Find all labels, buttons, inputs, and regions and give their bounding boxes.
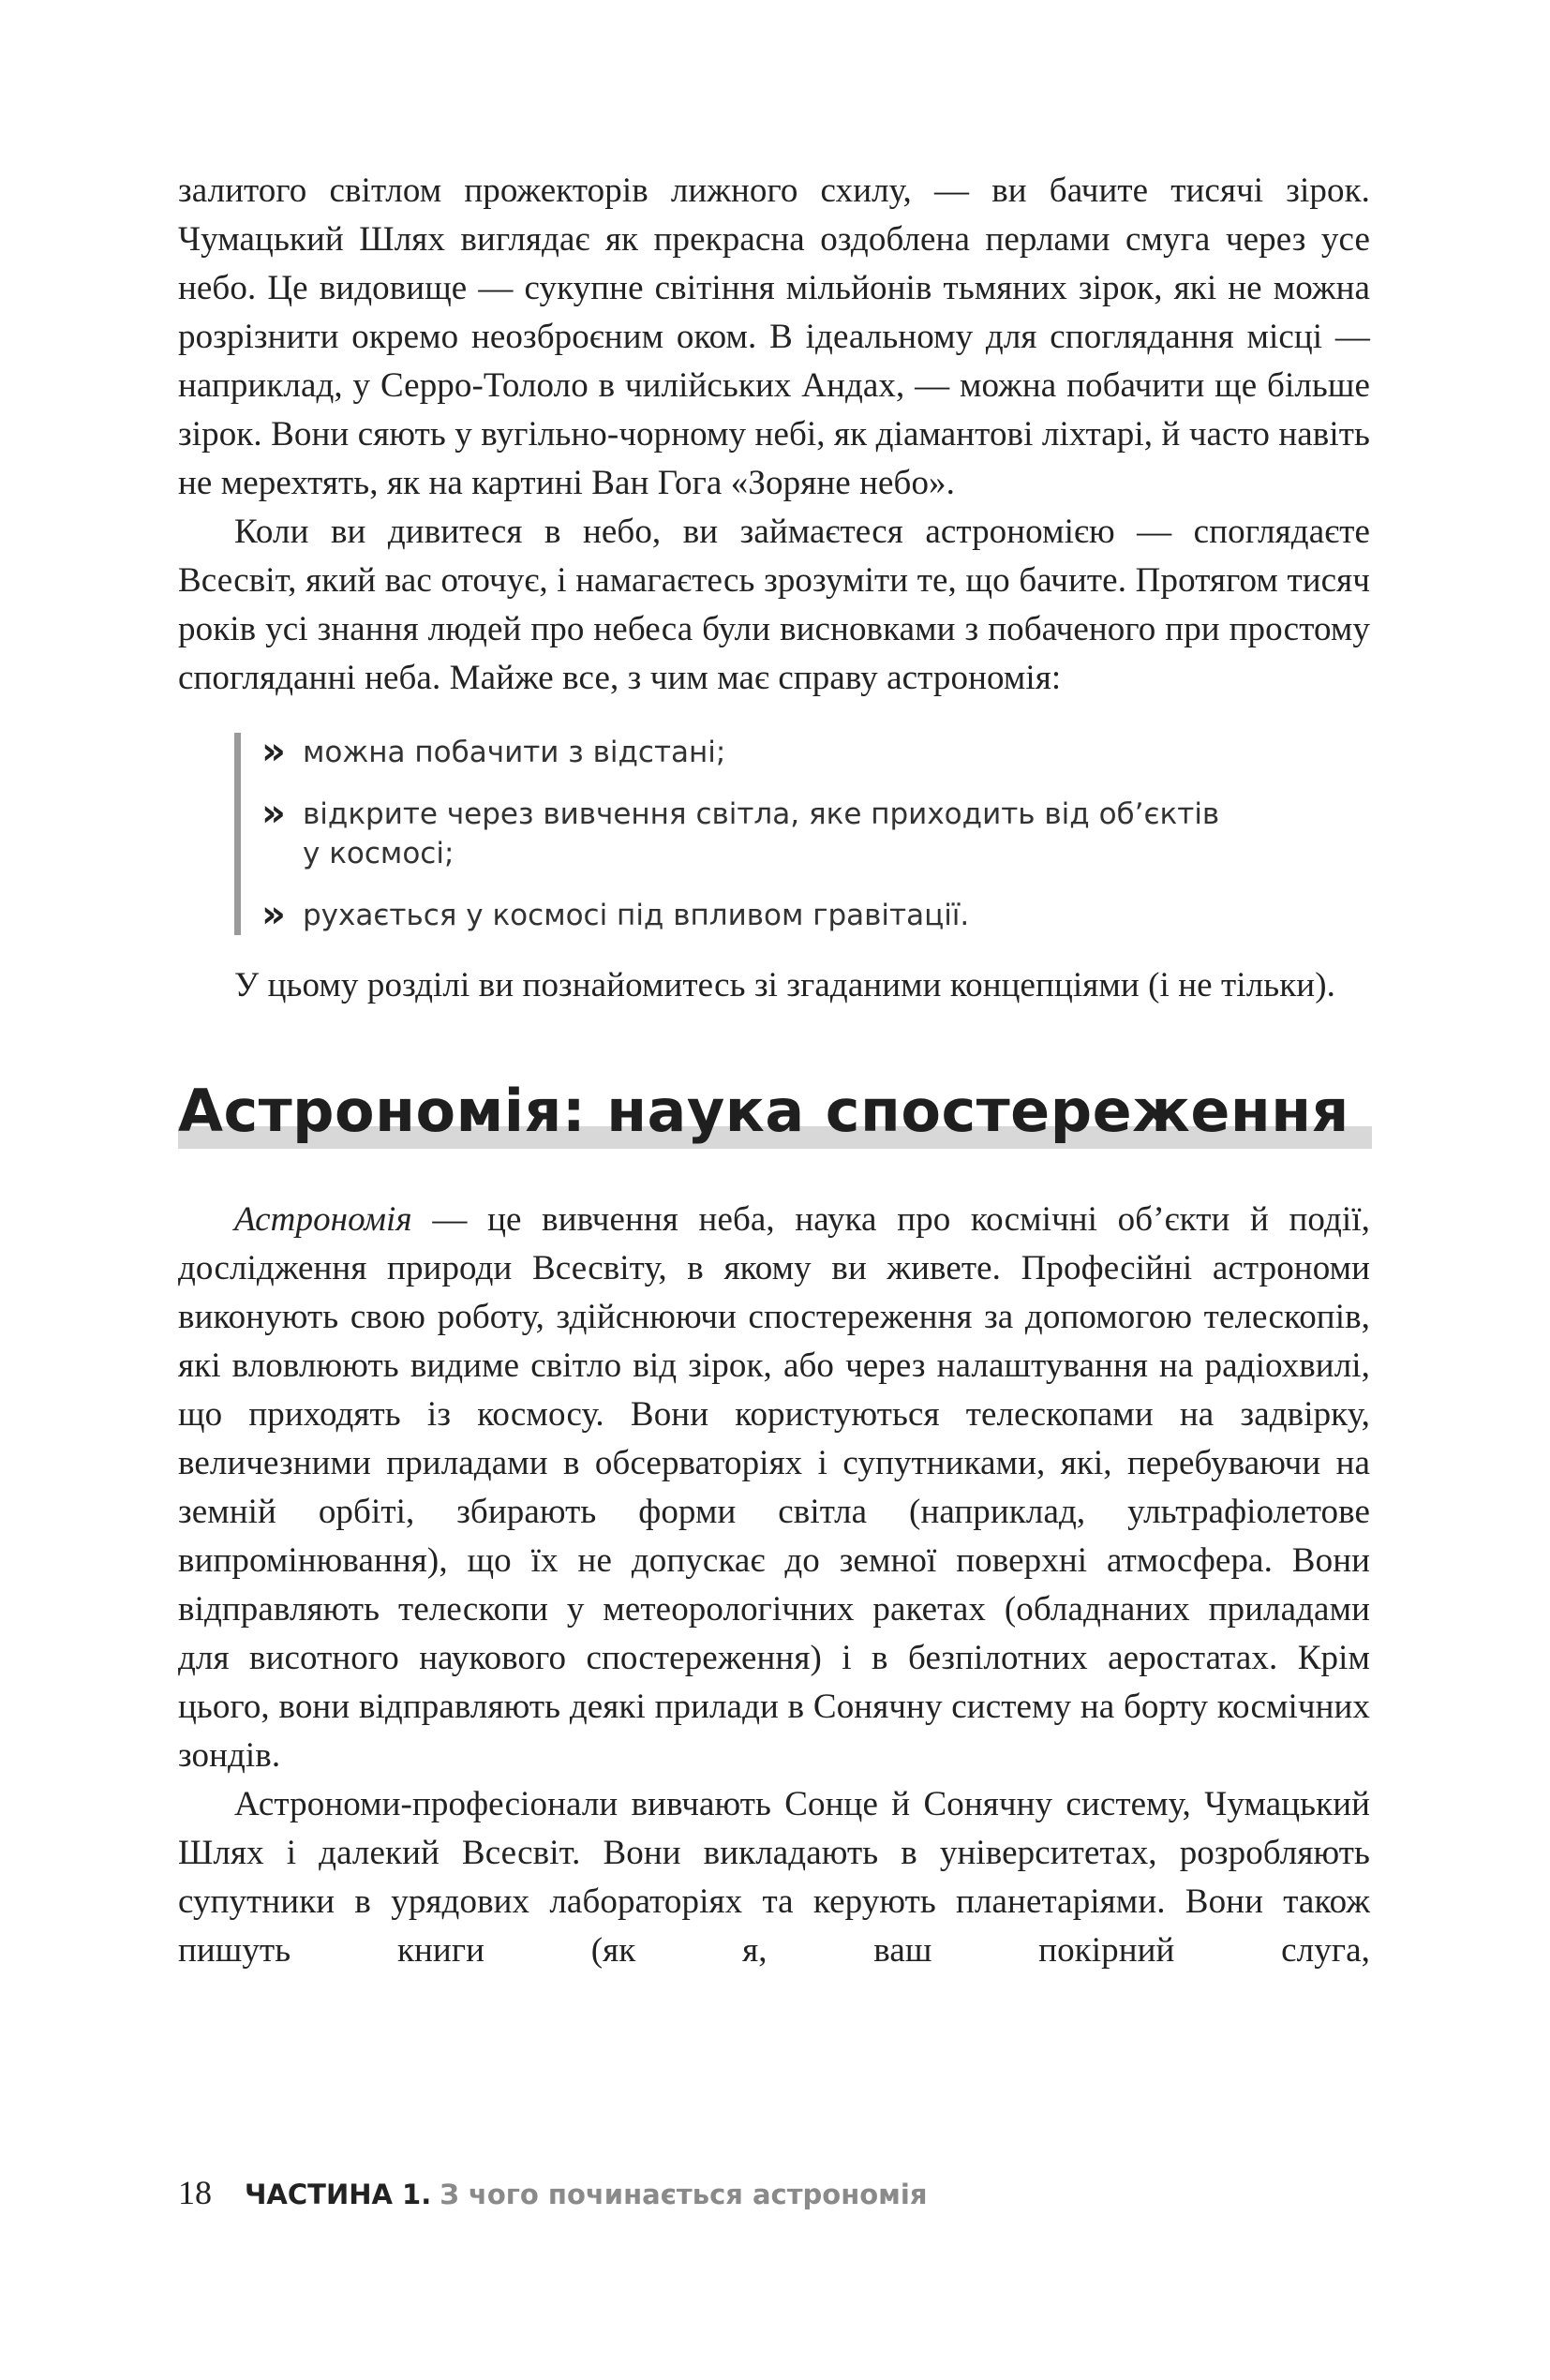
page-body [178, 167, 1370, 1975]
list-item [261, 893, 1370, 936]
chevron-bullet-icon: » [261, 730, 286, 773]
paragraph-astronomy-intro: Коли ви дивитеся в небо, ви займаєтеся астрономією — споглядаєте Всесвіт, який вас оточує, і намагаєтесь зрозуміти те, що бачите. Протягом тисяч років усі знання людей про небеса були висновками з побаченого при простому спогляданні неба. Майже все, з чим має справу астрономія: [178, 513, 1370, 697]
list-item-text: рухається у космосі під впливом гравітації. [303, 899, 970, 932]
paragraph-chapter-overview: У цьому розділі ви познайомитесь зі згаданими концепціями (і не тільки). [234, 966, 1335, 1004]
paragraph-continued: залитого світлом прожекторів лижного схилу, — ви бачите тисячі зірок. Чумацький Шлях виглядає як прекрасна оздоблена перлами смуга через усе небо. Це видовище — сукупне світіння мільйонів тьмяних зірок, які не можна розрізнити окремо неозброєним оком. В ідеальному для споглядання місці — наприклад, у Серро-Тололо в чилійських Андах, — можна побачити ще більше зірок. Вони сяють у вугільно-чорному небі, як діамантові ліхтарі, й часто навіть не мерехтять, як на картині Ван Гога «Зоряне небо». [178, 171, 1370, 502]
definition-text: — це вивчення неба, наука про космічні об’єкти й події, дослідження природи Всесвіту, в якому ви живете. Професійні астрономи виконують свою роботу, здійснюючи спостереження за допомогою телескопів, які вловлюють видиме світло від зірок, або через налаштування на радіохвилі, що приходять із космосу. Вони користуються телескопами на задвірку, величезними приладами в обсерваторіях і супутниками, які, перебуваючи на земній орбіті, збирають форми світла (наприклад, ультрафіолетове випромінювання), що їх не допускає до земної поверхні атмосфера. Вони відправляють телескопи у метеорологічних ракетах (обладнаних приладами для висотного наукового спостереження) і в безпілотних аеростатах. Крім цього, вони відправляють деякі прилади в Сонячну систему на борту космічних зондів. [178, 1200, 1370, 1775]
page-footer [178, 2172, 927, 2215]
italic-term: Астрономія [234, 1200, 412, 1239]
paragraph-professional-astronomers: Астрономи-професіонали вивчають Сонце й Сонячну систему, Чумацький Шлях і далекий Всесвіт. Вони викладають в університетах, розробляють супутники в урядових лабораторіях та керують планетаріями. Вони також пишуть книги (як я, ваш покірний слуга, [178, 1785, 1370, 1970]
section-heading-text: Астрономія: наука спостереження [178, 1077, 1349, 1145]
bullet-list [234, 730, 1370, 936]
list-item-text: відкрите через вивчення світла, яке приходить від об’єктів у космосі; [303, 797, 1220, 870]
chevron-bullet-icon: » [261, 893, 286, 936]
paragraph-astronomy-definition [178, 1196, 1370, 1780]
section-heading [178, 1074, 1370, 1149]
chevron-bullet-icon: » [261, 792, 286, 835]
page-number: 18 [178, 2174, 212, 2211]
part-label: ЧАСТИНА 1. [245, 2179, 432, 2210]
list-item [261, 730, 1370, 773]
list-item-text: можна побачити з відстані; [303, 736, 726, 769]
chapter-title: З чого починається астрономія [440, 2179, 928, 2210]
list-item [261, 792, 1370, 873]
